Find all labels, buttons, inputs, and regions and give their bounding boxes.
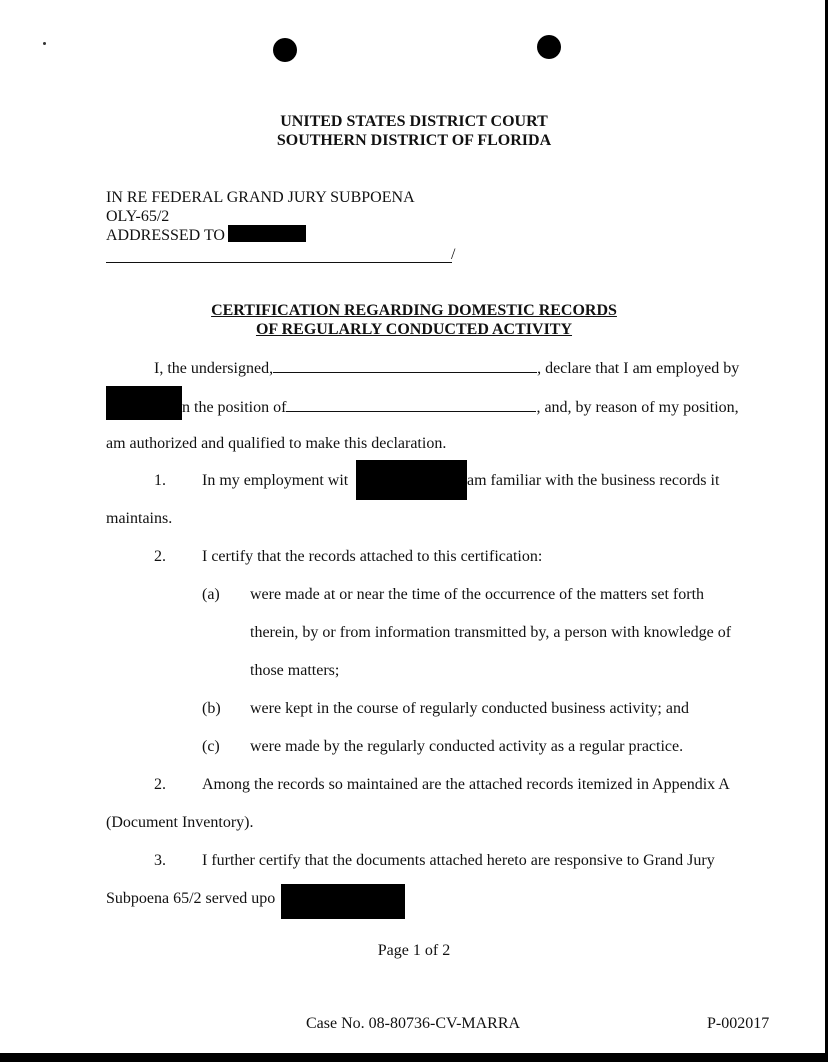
subitem-a-line-2: therein, by or from information transmitted by, a person with knowledge of	[250, 624, 732, 641]
subitem-c-label: (c)	[202, 738, 220, 755]
item-1-text-a: In my employment wit	[202, 472, 349, 489]
scan-edge-bottom	[0, 1053, 828, 1062]
item-3-number: 2.	[154, 776, 166, 793]
subitem-a-line-1: were made at or near the time of the occurrence of the matters set forth	[250, 586, 705, 603]
body-line-undersigned	[154, 358, 739, 378]
redaction-company	[356, 460, 467, 500]
item-1-text-b: am familiar with the business records it	[467, 472, 720, 489]
item-1-text-c: maintains.	[106, 510, 173, 527]
subitem-c-line-1: were made by the regularly conducted activity as a regular practice.	[250, 738, 684, 755]
item-1-number: 1.	[154, 472, 166, 489]
redaction-addressee	[228, 225, 306, 242]
court-name: UNITED STATES DISTRICT COURT	[280, 113, 548, 130]
subitem-a-line-3: those matters;	[250, 662, 340, 679]
page-number: Page 1 of 2	[377, 942, 451, 959]
body-line-position	[182, 397, 739, 417]
item-2-text: I certify that the records attached to this certification:	[202, 548, 543, 565]
subitem-b-label: (b)	[202, 700, 221, 717]
caption-rule	[106, 262, 452, 263]
caption-slash: /	[451, 246, 456, 263]
certification-title-line-1: CERTIFICATION REGARDING DOMESTIC RECORDS	[211, 302, 617, 319]
punch-hole-right	[537, 35, 561, 59]
punch-hole-left	[273, 38, 297, 62]
item-4-text-a: I further certify that the documents attached hereto are responsive to Grand Jury	[202, 852, 715, 869]
undersigned-text: I, the undersigned,	[154, 360, 274, 377]
scan-speck	[43, 42, 46, 45]
position-blank	[286, 397, 536, 412]
item-2-number: 2.	[154, 548, 166, 565]
court-district: SOUTHERN DISTRICT OF FLORIDA	[276, 132, 552, 149]
subitem-b-line-1: were kept in the course of regularly conducted business activity; and	[250, 700, 689, 717]
employed-by-text: , declare that I am employed by	[537, 360, 740, 377]
item-4-text-b: Subpoena 65/2 served upo	[106, 890, 276, 907]
name-blank	[273, 358, 537, 373]
body-line-authorized: am authorized and qualified to make this declaration.	[106, 435, 447, 452]
bates-number: P-002017	[707, 1015, 770, 1032]
redaction-served-party	[281, 884, 405, 919]
case-number: Case No. 08-80736-CV-MARRA	[306, 1015, 521, 1032]
item-3-text-a: Among the records so maintained are the attached records itemized in Appendix A	[202, 776, 730, 793]
caption-line-2: OLY-65/2	[106, 208, 170, 225]
caption-line-1: IN RE FEDERAL GRAND JURY SUBPOENA	[106, 189, 415, 206]
position-text: n the position of	[182, 399, 287, 416]
subitem-a-label: (a)	[202, 586, 220, 603]
certification-title-line-2: OF REGULARLY CONDUCTED ACTIVITY	[255, 321, 573, 338]
item-4-number: 3.	[154, 852, 166, 869]
reason-text: , and, by reason of my position,	[536, 399, 739, 416]
redaction-employer	[106, 386, 182, 420]
caption-line-3: ADDRESSED TO	[106, 227, 225, 244]
item-3-text-b: (Document Inventory).	[106, 814, 254, 831]
